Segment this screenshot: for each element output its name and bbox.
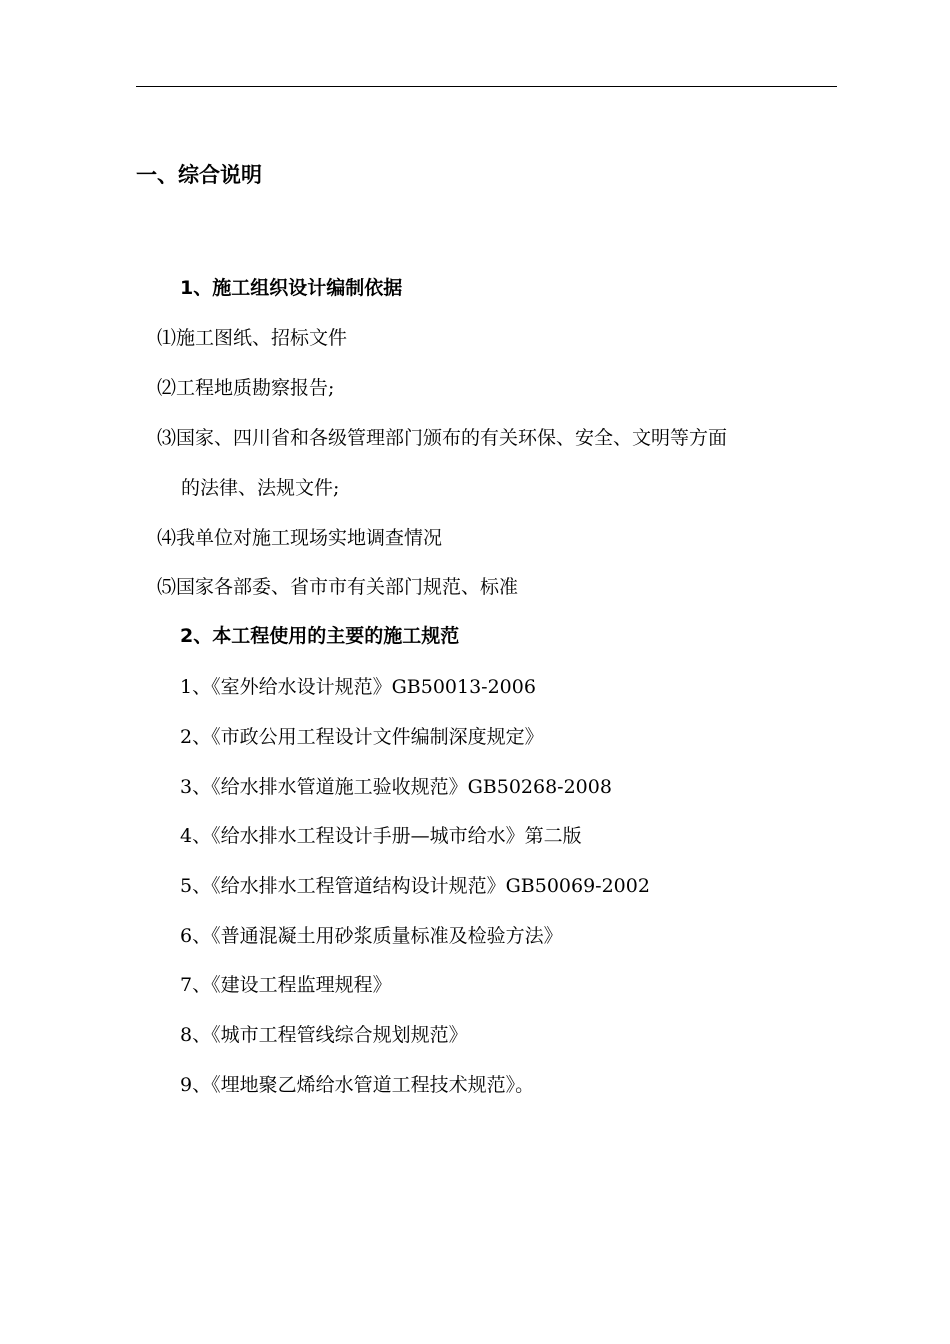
spec-item-3: 3、《给水排水管道施工验收规范》GB50268-2008 [180,776,612,798]
basis-item-5: ⑸国家各部委、省市市有关部门规范、标准 [157,576,519,598]
basis-heading: 1、施工组织设计编制依据 [180,277,403,299]
specs-heading: 2、本工程使用的主要的施工规范 [180,625,460,647]
spec-item-8: 8、《城市工程管线综合规划规范》 [180,1024,468,1046]
spec-item-1: 1、《室外给水设计规范》GB50013-2006 [180,676,536,698]
section-title: 一、综合说明 [136,163,262,187]
basis-item-2: ⑵工程地质勘察报告; [157,377,335,399]
spec-item-7: 7、《建设工程监理规程》 [180,974,392,996]
basis-item-3: ⑶国家、四川省和各级管理部门颁布的有关环保、安全、文明等方面 [157,427,728,449]
spec-item-4: 4、《给水排水工程设计手册—城市给水》第二版 [180,825,582,847]
basis-item-3-continued: 的法律、法规文件; [181,477,340,499]
spec-item-9: 9、《埋地聚乙烯给水管道工程技术规范》。 [180,1074,535,1096]
basis-item-1: ⑴施工图纸、招标文件 [157,327,348,349]
header-rule [136,86,837,87]
spec-item-2: 2、《市政公用工程设计文件编制深度规定》 [180,726,544,748]
spec-item-6: 6、《普通混凝土用砂浆质量标准及检验方法》 [180,925,563,947]
spec-item-5: 5、《给水排水工程管道结构设计规范》GB50069-2002 [180,875,650,897]
basis-item-4: ⑷我单位对施工现场实地调查情况 [157,527,443,549]
